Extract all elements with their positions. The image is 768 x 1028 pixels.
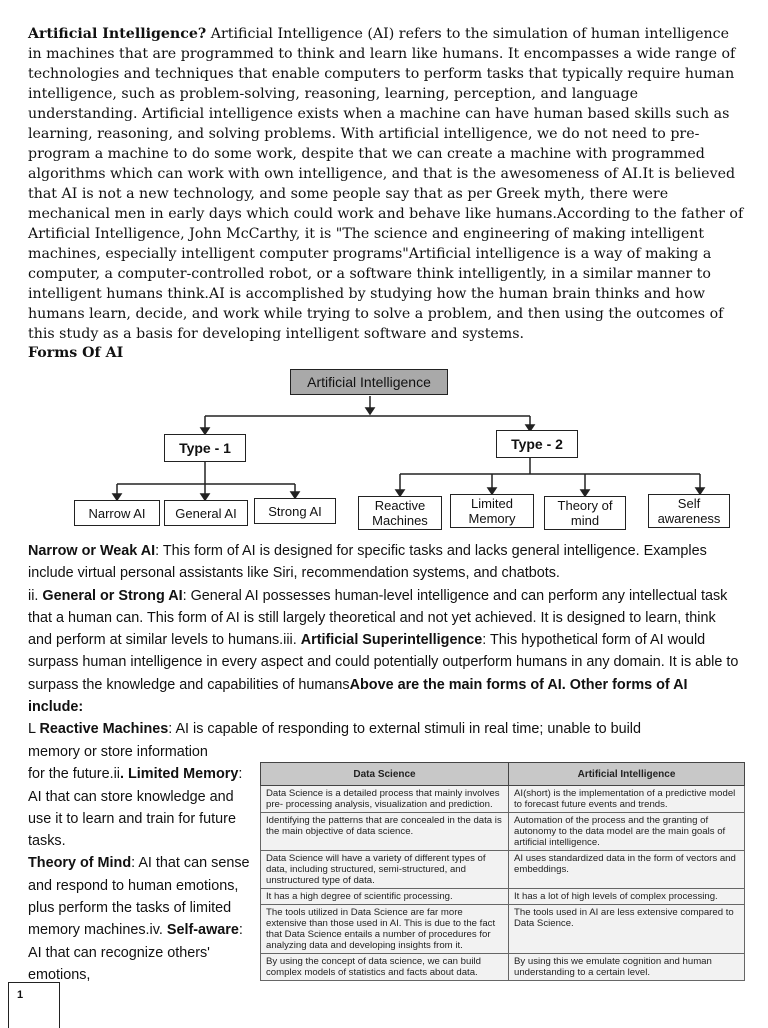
- diagram-narrow-ai-box: Narrow AI: [74, 500, 160, 526]
- diagram-strong-ai-box: Strong AI: [254, 498, 336, 524]
- diagram-reactive-machines-box: Reactive Machines: [358, 496, 442, 530]
- table-cell: Data Science is a detailed process that mainly involves pre- processing analysis, visualization and prediction.: [261, 786, 509, 813]
- super-text: : This hypothetical form of AI would surpass human intelligence in every aspect and could potentially outperform humans in any domain. It is able to surpass the knowledge and capabilities of humans: [28, 632, 739, 693]
- table-row: [261, 889, 745, 905]
- diagram-self-awareness-box: Self awareness: [648, 494, 730, 528]
- table-header-ai: Artificial Intelligence: [509, 763, 745, 786]
- self-label: Self-aware: [166, 922, 239, 939]
- table-cell: It has a lot of high levels of complex processing.: [509, 889, 745, 905]
- intro-title: Artificial Intelligence?: [28, 26, 207, 42]
- table-cell: Identifying the patterns that are concealed in the data is the main objective of data science.: [261, 813, 509, 851]
- table-cell: By using the concept of data science, we can build complex models of statistics and facts about data.: [261, 954, 509, 981]
- page-number-box: [8, 982, 60, 1028]
- general-text: : General AI possesses human-level intelligence and can perform any intellectual task that a human can. This form of AI is still largely theoretical and not yet achieved. It is designed to learn, think and perform at similar levels to humans.iii.: [28, 587, 728, 649]
- diagram-type1-box: Type - 1: [164, 434, 246, 462]
- diagram-general-ai-box: General AI: [164, 500, 248, 526]
- table-cell: The tools used in AI are less extensive compared to Data Science.: [509, 905, 745, 954]
- theory-text: : AI that can sense and respond to human emotions, plus perform the tasks of limited memory machines.iv.: [28, 855, 250, 939]
- table-cell: Data Science will have a variety of different types of data, including structured, semi-structured, and unstructured type of data.: [261, 851, 509, 889]
- table-header-row: [261, 763, 745, 786]
- limited-text: : AI that can store knowledge and use it to learn and train for future tasks.: [28, 766, 243, 850]
- l-prefix: L: [28, 721, 40, 738]
- limited-label: . Limited Memory: [120, 766, 239, 783]
- narrow-text: : This form of AI is designed for specific tasks and lacks general intelligence. Examples include virtual personal assistants like Siri, recommendation systems, and chatbots.: [28, 543, 707, 582]
- comparison-table: [260, 762, 745, 981]
- diagram-type2-box: Type - 2: [496, 430, 578, 458]
- table-header-data-science: Data Science: [261, 763, 509, 786]
- forms-heading: Forms Of AI: [28, 345, 124, 361]
- table-cell: Automation of the process and the granting of autonomy to the data model are the main goals of artificial intelligence.: [509, 813, 745, 851]
- table-cell: By using this we emulate cognition and human understanding to a certain level.: [509, 954, 745, 981]
- table-row: [261, 905, 745, 954]
- left-line1: memory or store information: [28, 744, 208, 760]
- page-number: 1: [17, 989, 24, 1001]
- future-text: for the future.ii: [28, 766, 120, 783]
- left-column-text: [28, 741, 250, 986]
- table-cell: It has a high degree of scientific processing.: [261, 889, 509, 905]
- forms-body-text: [28, 540, 740, 741]
- diagram-limited-memory-box: Limited Memory: [450, 494, 534, 528]
- table-cell: AI uses standardized data in the form of vectors and embeddings.: [509, 851, 745, 889]
- theory-label: Theory of Mind: [28, 855, 132, 872]
- table-row: [261, 954, 745, 981]
- general-label: General or Strong AI: [42, 587, 183, 604]
- ai-forms-diagram: [60, 366, 740, 536]
- table-row: [261, 813, 745, 851]
- ii-prefix: ii.: [28, 587, 43, 604]
- diagram-theory-of-mind-box: Theory of mind: [544, 496, 626, 530]
- main-forms-text: Above are the main forms of AI. Other forms of AI include:: [28, 676, 688, 716]
- table-row: [261, 786, 745, 813]
- intro-text: Artificial Intelligence (AI) refers to the simulation of human intelligence in machines that are programmed to think and learn like humans. It encompasses a wide range of technologies and techniques that enable computers to perform tasks that typically require human intelligence, such as problem-solving, reasoning, learning, perception, and language understanding. Artificial intelligence exists when a machine can have human based skills such as learning, reasoning, and solving problems. With artificial intelligence, we do not need to pre-program a machine to do some work, despite that we can create a machine with programmed algorithms which can work with own intelligence, and that is the awesomeness of AI.It is believed that AI is not a new technology, and some people say that as per Greek myth, there were mechanical men in early days which could work and behave like humans.According to the father of Artificial Intelligence, John McCarthy, it is "The science and engineering of making intelligent machines, especially intelligent computer programs"Artificial intelligence is a way of making a computer, a computer-controlled robot, or a software think intelligently, in a similar manner to intelligent humans think.AI is accomplished by studying how the human brain thinks and how humans learn, decide, and work while trying to solve a problem, and then using the outcomes of this study as a basis for developing intelligent software and systems.: [28, 26, 744, 342]
- reactive-label: Reactive Machines: [39, 721, 169, 738]
- intro-paragraph: [28, 24, 744, 344]
- self-text: : AI that can recognize others' emotions,: [28, 922, 243, 983]
- table-row: [261, 851, 745, 889]
- diagram-root-box: Artificial Intelligence: [290, 369, 448, 395]
- narrow-label: Narrow or Weak AI: [28, 543, 156, 559]
- table-cell: The tools utilized in Data Science are far more extensive than those used in AI. This is due to the fact that Data Science entails a number of procedures for analyzing data and developing insights from it.: [261, 905, 509, 954]
- reactive-text: : AI is capable of responding to external stimuli in real time; unable to build: [168, 721, 642, 738]
- table-cell: AI(short) is the implementation of a predictive model to forecast future events and trends.: [509, 786, 745, 813]
- super-label: Artificial Superintelligence: [300, 632, 483, 649]
